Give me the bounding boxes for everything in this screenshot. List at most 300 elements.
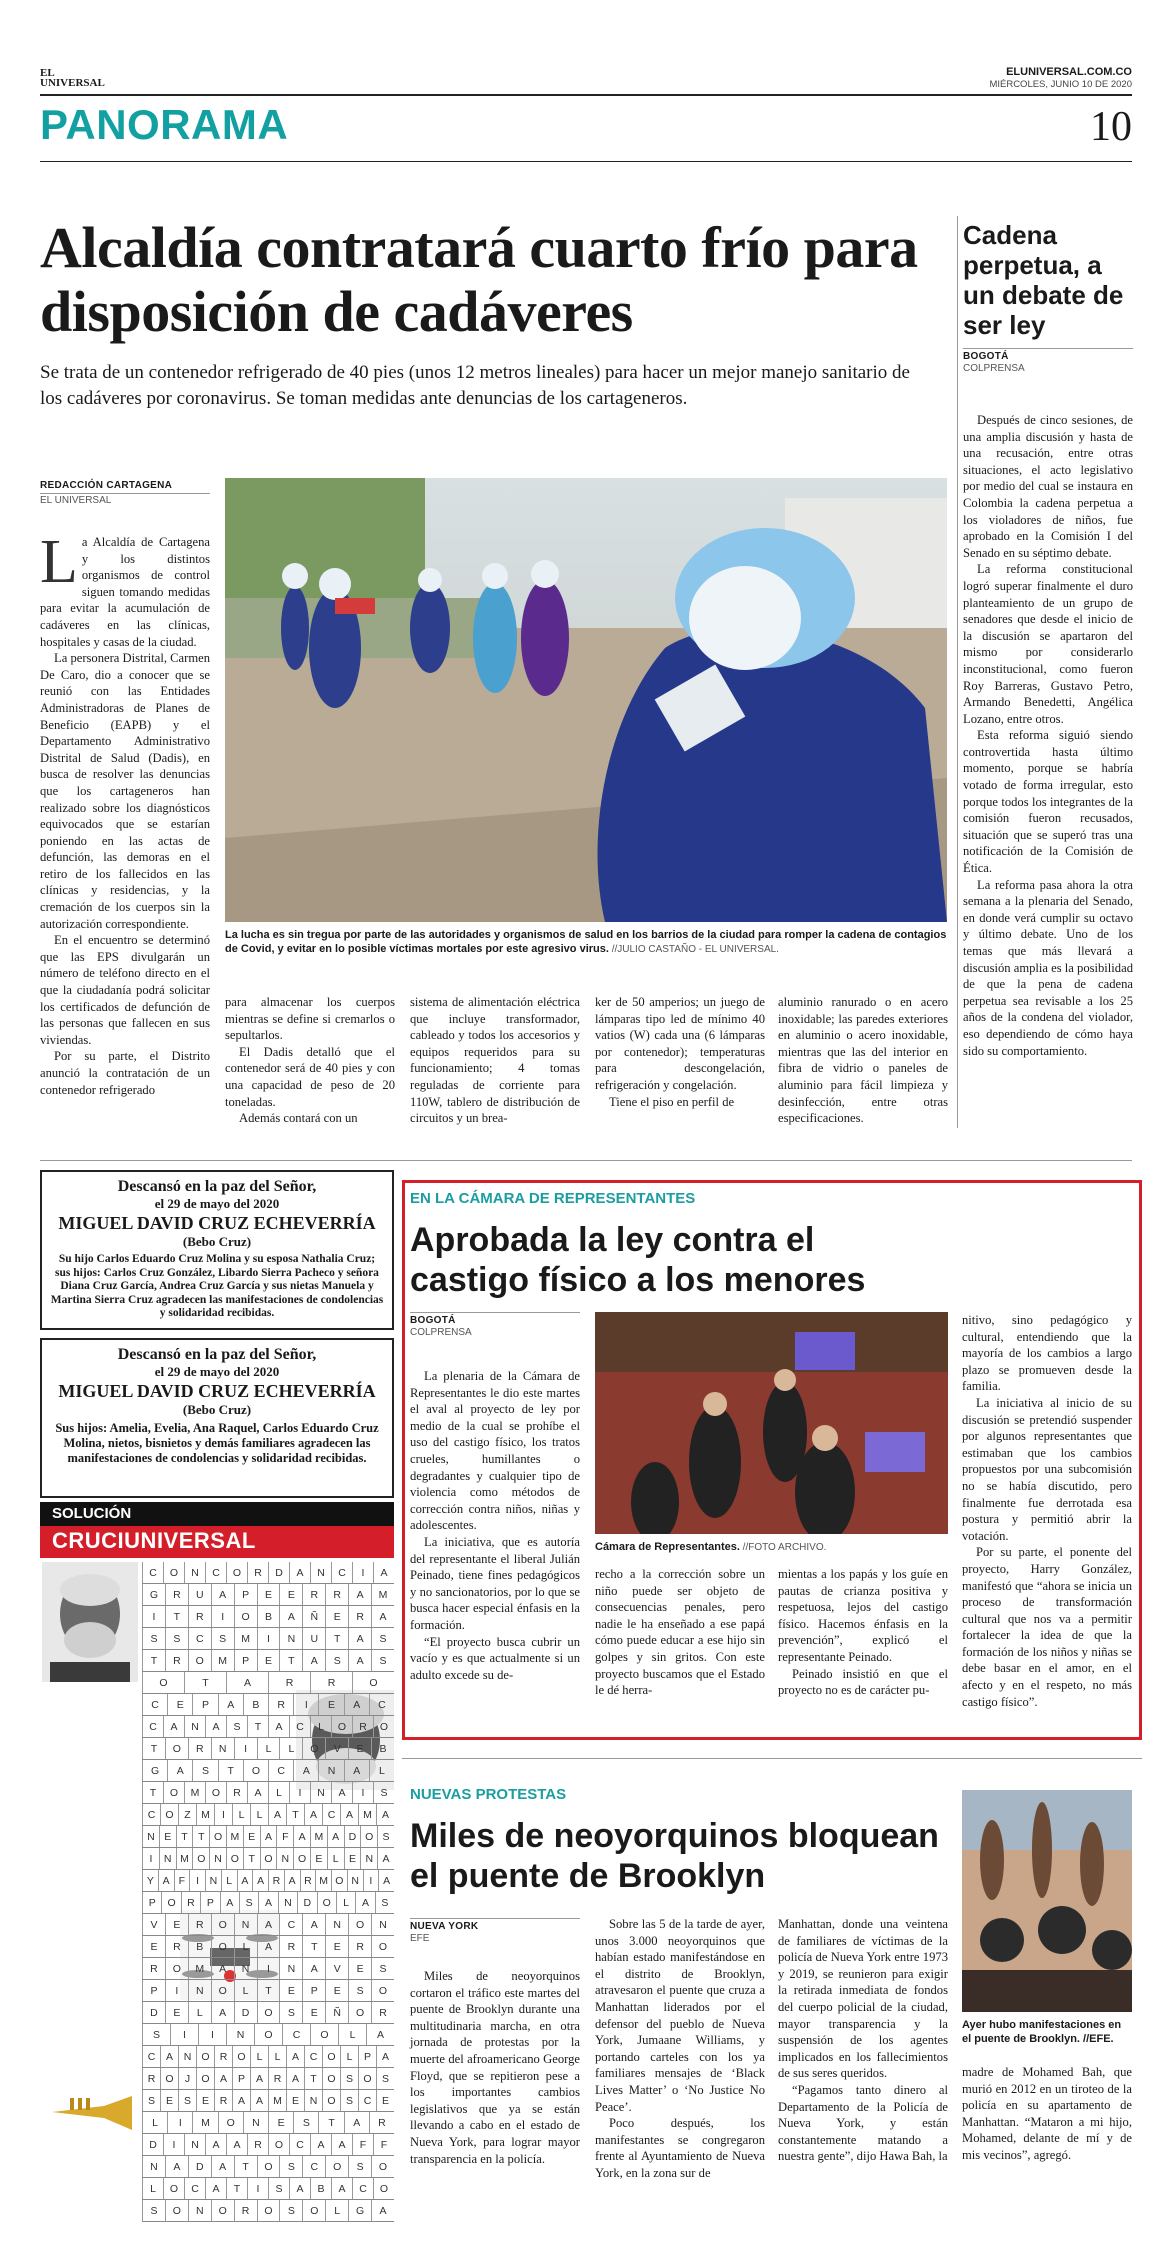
caption-credit: //FOTO ARCHIVO.: [739, 1542, 827, 1553]
crossword-cell: M: [315, 1870, 331, 1891]
crossword-cell: R: [234, 2200, 257, 2221]
crossword-cell: A: [218, 1694, 243, 1715]
crossword-cell: E: [257, 1650, 280, 1671]
crossword-cell: O: [322, 2090, 340, 2111]
crossword-cell: O: [211, 1980, 234, 2001]
crossword-cell: L: [310, 1716, 331, 1737]
crossword-cell: E: [159, 1826, 176, 1847]
crossword-cell: R: [268, 2068, 286, 2089]
camara-kicker: EN LA CÁMARA DE REPRESENTANTES: [410, 1190, 696, 1207]
paragraph: para almacenar los cuerpos mientras se define si cremarlos o sepultarlos.: [225, 995, 395, 1043]
crossword-cell: L: [188, 2002, 211, 2023]
crossword-cell: T: [325, 1628, 348, 1649]
obit-rest: Descansó en la paz del Señor,: [117, 1178, 317, 1195]
crossword-cell: A: [286, 2046, 304, 2067]
crossword-cell: O: [234, 1606, 257, 1627]
crossword-cell: M: [192, 2112, 217, 2133]
crossword-cell: A: [286, 2068, 304, 2089]
crossword-cell: C: [188, 1628, 211, 1649]
crossword-cell: M: [358, 1804, 376, 1825]
crossword-cell: R: [268, 1694, 293, 1715]
crossword-cell: O: [160, 1804, 178, 1825]
header-rule: [40, 94, 1132, 96]
crossword-cell: O: [348, 1914, 371, 1935]
crossword-cell: A: [331, 1782, 352, 1803]
crossword-cell: A: [331, 2134, 352, 2155]
crossword-cell: S: [279, 2002, 302, 2023]
crossword-cell: O: [254, 2024, 282, 2045]
crossword-cell: C: [302, 2156, 325, 2177]
crossword-cell: A: [167, 1760, 192, 1781]
crossword-cell: C: [279, 1914, 302, 1935]
crossword-cell: N: [159, 1848, 176, 1869]
crossword-cell: P: [192, 1694, 217, 1715]
crossword-cell: M: [310, 1826, 327, 1847]
byline-label: BOGOTÁ: [410, 1312, 580, 1326]
crossword-cell: A: [348, 1650, 371, 1671]
byline-source: COLPRENSA: [410, 1327, 472, 1338]
crossword-cell: O: [211, 2200, 234, 2221]
crossword-cell: M: [196, 1804, 214, 1825]
byline-source: COLPRENSA: [963, 363, 1025, 374]
crossword-cell: R: [214, 2046, 232, 2067]
byline-label: NUEVA YORK: [410, 1918, 580, 1932]
crossword-cell: O: [243, 1760, 268, 1781]
crossword-portrait-1: [42, 1562, 138, 1682]
page-number: 10: [1090, 104, 1132, 150]
byline-source: EFE: [410, 1933, 430, 1944]
crossword-cell: O: [165, 1958, 188, 1979]
crossword-cell: E: [325, 1936, 348, 1957]
crossword-cell: C: [205, 1562, 226, 1583]
crossword-cell: O: [352, 1672, 394, 1693]
crossword-cell: S: [268, 2178, 289, 2199]
crossword-cell: Ñ: [325, 2002, 348, 2023]
crossword-cell: I: [142, 1606, 165, 1627]
crossword-cell: O: [205, 1782, 226, 1803]
crossword-cell: C: [142, 1694, 167, 1715]
crossword-cell: R: [181, 1892, 200, 1913]
crossword-cell: S: [142, 2024, 170, 2045]
crossword-cell: U: [302, 1628, 325, 1649]
crossword-cell: N: [371, 1914, 394, 1935]
crossword-cell: A: [163, 1716, 184, 1737]
crossword-cell: E: [310, 1848, 327, 1869]
crossword-cell: O: [226, 1562, 247, 1583]
paragraph: La plenaria de la Cámara de Representantes le dio este martes el aval al proyecto de ley por medio de la cual se prohíbe el uso del castigo físico, los tratos crueles, humillantes o degradantes y cualquier tipo de violencia como métodos de corrección contra niños, niñas y adolescentes.: [410, 1369, 580, 1533]
crossword-cell: N: [360, 1848, 377, 1869]
crossword-cell: O: [188, 1650, 211, 1671]
main-photo: [225, 478, 947, 922]
crossword-cell: E: [344, 1848, 361, 1869]
crossword-cell: I: [170, 2024, 198, 2045]
crossword-cell: O: [211, 1936, 234, 1957]
crossword-row: [142, 1804, 394, 1826]
crossword-row: [142, 1936, 394, 1958]
crossword-row: [142, 1870, 394, 1892]
crossword-cell: G: [142, 1760, 167, 1781]
crossword-row: [142, 1892, 394, 1914]
crossword-cell: F: [352, 2134, 373, 2155]
crossword-cell: L: [268, 2046, 286, 2067]
crossword-cell: A: [289, 2178, 310, 2199]
crossword-cell: C: [268, 1760, 293, 1781]
crossword-cell: R: [268, 1672, 310, 1693]
crossword-row: [142, 1958, 394, 1980]
crossword-cell: A: [344, 2112, 369, 2133]
crossword-cell: I: [234, 1738, 257, 1759]
crossword-cell: N: [310, 1562, 331, 1583]
crossword-cell: T: [257, 1980, 280, 2001]
crossword-cell: R: [310, 1672, 352, 1693]
crossword-cell: A: [205, 2134, 226, 2155]
crossword-cell: N: [188, 2200, 211, 2221]
crossword-cell: N: [318, 1760, 343, 1781]
crossword-cell: O: [302, 2200, 325, 2221]
crossword-title: CRUCIUNIVERSAL: [40, 1526, 394, 1558]
crossword-cell: O: [165, 1738, 188, 1759]
crossword-cell: E: [279, 1980, 302, 2001]
crossword-cell: R: [142, 2068, 160, 2089]
crossword-cell: A: [252, 1870, 268, 1891]
crossword-cell: N: [310, 1782, 331, 1803]
crossword-cell: A: [373, 1562, 394, 1583]
crossword-cell: A: [366, 2024, 394, 2045]
crossword-row: [142, 1716, 394, 1738]
crossword-cell: M: [371, 1584, 394, 1605]
masthead-logo[interactable]: EL UNIVERSAL: [40, 67, 105, 89]
crossword-cell: S: [279, 2156, 302, 2177]
crossword-cell: I: [214, 1804, 232, 1825]
crossword-cell: O: [142, 1672, 184, 1693]
crossword-row: [142, 2024, 394, 2046]
crossword-cell: A: [158, 1870, 174, 1891]
crossword-cell: T: [304, 2068, 322, 2089]
paragraph: La personera Distrital, Carmen De Caro, dio a conocer que se reunió con las Entidades Administradoras de Planes de Beneficio (EAPB) y el Departamento Administrativo Distrital de Salud (Dadis), en busca de resolver las denuncias que los cartageneros han realizado sobre los diagnósticos equivocados que se estarían poniendo en las actas de defunción, las demoras en el retiro de los fallecidos en las clínicas y residencias, y la cremación de los cuerpos sin la autorización correspondiente.: [40, 651, 210, 931]
crossword-cell: N: [184, 1716, 205, 1737]
crossword-cell: A: [160, 2046, 178, 2067]
crossword-cell: I: [352, 1782, 373, 1803]
crossword-cell: A: [340, 1804, 358, 1825]
crossword-cell: L: [268, 1782, 289, 1803]
crossword-cell: O: [373, 1716, 394, 1737]
crossword-cell: P: [234, 1584, 257, 1605]
crossword-cell: N: [276, 1848, 293, 1869]
crossword-cell: M: [184, 1782, 205, 1803]
crossword-cell: S: [373, 1782, 394, 1803]
crossword-cell: O: [232, 2046, 250, 2067]
crossword-cell: N: [279, 1958, 302, 1979]
crossword-cell: Y: [142, 1870, 158, 1891]
crossword-cell: T: [184, 1672, 226, 1693]
crossword-cell: L: [142, 2112, 167, 2133]
crossword-row: [142, 2200, 394, 2222]
crossword-cell: R: [268, 1870, 284, 1891]
paragraph: La iniciativa, que es autoría del representante el liberal Julián Peinado, tiene fines pedagógicos y no sancionatorios, por lo que se busca hacer especial énfasis en la formación.: [410, 1534, 580, 1632]
crossword-cell: N: [184, 2134, 205, 2155]
crossword-cell: L: [142, 2178, 163, 2199]
crossword-cell: E: [196, 2090, 214, 2111]
crossword-cell: O: [257, 2156, 280, 2177]
paragraph: En el encuentro se determinó que las EPS divulgarán un número de teléfono directo en el que la ciudadanía podrá solicitar los certificados de defunción de las personas que fallecen en sus viviendas.: [40, 933, 210, 1047]
crossword-row: [142, 1760, 394, 1782]
crossword-cell: A: [293, 1826, 310, 1847]
crossword-cell: E: [160, 2090, 178, 2111]
crossword-cell: A: [205, 1716, 226, 1737]
crossword-cell: A: [310, 2134, 331, 2155]
crossword-cell: I: [142, 1848, 159, 1869]
crossword-cell: E: [325, 1980, 348, 2001]
crossword-cell: T: [318, 2112, 343, 2133]
main-deck: Se trata de un contenedor refrigerado de 40 pies (unos 12 metros lineales) para hacer un mejor manejo sanitario de los cadáveres por coronavirus. Se toman medidas ante denuncias de los cartageneros.: [40, 362, 910, 409]
crossword-cell: N: [234, 1958, 257, 1979]
crossword-cell: V: [325, 1738, 348, 1759]
obit-rest: Descansó en la paz del Señor,: [117, 1346, 317, 1363]
crossword-cell: A: [232, 2090, 250, 2111]
crossword-cell: O: [260, 1848, 277, 1869]
crossword-cell: F: [373, 2134, 394, 2155]
crossword-cell: A: [302, 1914, 325, 1935]
crossword-cell: O: [226, 1848, 243, 1869]
main-headline: Alcaldía contratará cuarto frío para disposición de cadáveres: [40, 215, 918, 344]
crossword-cell: Ñ: [302, 1606, 325, 1627]
crossword-cell: N: [243, 2112, 268, 2133]
crossword-cell: O: [371, 2156, 394, 2177]
crossword-cell: P: [232, 2068, 250, 2089]
crossword-cell: O: [163, 1782, 184, 1803]
crossword-cell: A: [371, 1606, 394, 1627]
obit-name: MIGUEL DAVID CRUZ ECHEVERRÍA: [58, 1381, 376, 1401]
paragraph: “Pagamos tanto dinero al Departamento de la Policía de Nueva York, y están constantemente matando a nuestra gente”, dijo Hawa Bah, la: [778, 2082, 948, 2164]
crossword-cell: T: [176, 1826, 193, 1847]
crossword-cell: D: [268, 1562, 289, 1583]
crossword-row: [142, 1914, 394, 1936]
paragraph: Miles de neoyorquinos cortaron el tráfico este martes del puente de Brooklyn durante una multitudinaria marcha, en otra jornada de protestas por la muerte del afroamericano George Floyd, que se repitieron pese a los importantes cambios legislativos que ya se están llevando a cabo en el estado de Nueva York, para lograr mayor transparencia en la policía.: [410, 1969, 580, 2166]
obituary-1: [40, 1170, 394, 1330]
crossword-cell: R: [300, 1870, 316, 1891]
crossword-cell: O: [348, 2002, 371, 2023]
obit-name: MIGUEL DAVID CRUZ ECHEVERRÍA: [58, 1213, 376, 1233]
crossword-cell: D: [188, 2156, 211, 2177]
crossword-cell: T: [226, 2178, 247, 2199]
paragraph: Además contará con un: [239, 1111, 358, 1126]
crossword-cell: I: [363, 1870, 379, 1891]
crossword-solution-label: SOLUCIÓN: [40, 1502, 394, 1526]
crossword-cell: O: [211, 1914, 234, 1935]
crossword-cell: E: [348, 1958, 371, 1979]
crossword-cell: A: [284, 1870, 300, 1891]
crossword-cell: O: [360, 1826, 377, 1847]
crossword-cell: F: [276, 1826, 293, 1847]
crossword-cell: E: [268, 2112, 293, 2133]
crossword-cell: L: [221, 1870, 237, 1891]
crossword-cell: A: [268, 1716, 289, 1737]
crossword-cell: I: [257, 1628, 280, 1649]
crossword-cell: N: [279, 1628, 302, 1649]
crossword-cell: E: [286, 2090, 304, 2111]
crossword-cell: D: [142, 2002, 165, 2023]
crossword-cell: E: [376, 2090, 394, 2111]
paragraph: madre de Mohamed Bah, que murió en 2012 en un tiroteo de la policía en su apartamento de Manhattan. “Mataron a mi hijo, Mohamed, delante de mí y de mis vecinos”, agregó.: [962, 2065, 1132, 2162]
crossword-cell: R: [371, 2002, 394, 2023]
crossword-cell: P: [142, 1980, 165, 2001]
crossword-cell: N: [304, 2090, 322, 2111]
crossword-cell: O: [358, 2068, 376, 2089]
crossword-cell: C: [289, 2134, 310, 2155]
crossword-cell: O: [196, 2046, 214, 2067]
crossword-cell: O: [163, 2178, 184, 2199]
byline-source: EL UNIVERSAL: [40, 495, 112, 506]
crossword-cell: A: [211, 1958, 234, 1979]
main-column-3: [410, 994, 580, 1127]
crossword-cell: A: [331, 2178, 352, 2199]
crossword-cell: A: [257, 1936, 280, 1957]
crossword-cell: S: [211, 1628, 234, 1649]
crossword-cell: C: [142, 1804, 160, 1825]
paragraph: “El proyecto busca cubrir un vacío y es que actualmente si un adulto excede su de-: [410, 1634, 580, 1682]
crossword-cell: O: [161, 1892, 180, 1913]
crossword-cell: S: [340, 2090, 358, 2111]
crossword-cell: A: [226, 2134, 247, 2155]
crossword-cell: A: [226, 1672, 268, 1693]
crossword-cell: R: [325, 1584, 348, 1605]
crossword-cell: I: [352, 1562, 373, 1583]
obit-text: Su hijo Carlos Eduardo Cruz Molina y su esposa Nathalia Cruz; sus hijos: Carlos Cruz González, Libardo Sierra Pacheco y señora Diana Cruz García, Andrea Cruz García y sus nietas Manuela y Martina Sierra Cruz agradecen las manifestaciones de condolencias y solidaridad recibidas.: [50, 1253, 384, 1319]
crossword-cell: U: [188, 1584, 211, 1605]
crossword-cell: T: [279, 1650, 302, 1671]
crossword-cell: T: [142, 1782, 163, 1803]
crossword-cell: C: [331, 1562, 352, 1583]
crossword-cell: T: [218, 1760, 243, 1781]
crossword-cell: S: [293, 2112, 318, 2133]
obit-alias: (Bebo Cruz): [182, 1234, 252, 1249]
crossword-cell: A: [268, 1804, 286, 1825]
paragraph: El Dadis detalló que el contenedor será de 40 pies y con una capacidad de peso de 20 toneladas.: [225, 1044, 395, 1109]
crossword-cell: T: [302, 1936, 325, 1957]
paragraph: La reforma pasa ahora la otra semana a la plenaria del Senado, en donde verá cumplir su octavo y último debate. Uno de los temas que más llevará a discusión amplia es la posibilidad de que la pena de cadena perpetua sea revisable a los 25 años de la condena del violador, eso dependiendo de cómo haya sido su comportamiento.: [963, 877, 1133, 1058]
crossword-cell: C: [142, 1716, 163, 1737]
protestas-photo: [962, 1790, 1132, 2012]
crossword-cell: A: [371, 2200, 394, 2221]
crossword-cell: O: [317, 1892, 336, 1913]
crossword-cell: I: [211, 1606, 234, 1627]
paragraph: a Alcaldía de Cartagena y los distintos organismos de control siguen tomando medidas para evitar la acumulación de cadáveres en las clínicas, hospitales y casas de la ciudad.: [40, 535, 210, 649]
crossword-cell: L: [250, 1804, 268, 1825]
crossword-cell: I: [247, 2178, 268, 2199]
paragraph: nitivo, sino pedagógico y cultural, entendiendo que la mayoría de los cambios a largo plazo se promueven desde la familia.: [962, 1313, 1132, 1394]
crossword-cell: A: [377, 1848, 394, 1869]
crossword-cell: E: [167, 1694, 192, 1715]
paragraph: Sobre las 5 de la tarde de ayer, unos 3.000 neoyorquinos que habían estado manifestándose en el distrito de Brooklyn, atravesaron el puente que cruza a Manhattan liderados por el defensor del pueblo de Nueva York, Jumaane Williams, y portando carteles con los ya familiares mensajes de ‘Black Lives Matter’ o ‘No Justice No Peace’.: [595, 1917, 765, 2114]
crossword-cell: L: [369, 1760, 394, 1781]
crossword-cell: A: [289, 1562, 310, 1583]
main-column-5: [778, 994, 948, 1127]
protestas-kicker: NUEVAS PROTESTAS: [410, 1786, 567, 1803]
crossword-cell: R: [279, 1936, 302, 1957]
crossword-cell: A: [205, 2178, 226, 2199]
crossword-cell: B: [188, 1936, 211, 1957]
crossword-cell: S: [348, 1980, 371, 2001]
crossword-cell: T: [142, 1650, 165, 1671]
crossword-cell: M: [226, 1826, 243, 1847]
main-column-1: [40, 528, 210, 1098]
crossword-cell: L: [234, 1936, 257, 1957]
crossword-row: [142, 2046, 394, 2068]
crossword-cell: N: [226, 2024, 254, 2045]
crossword-row: [142, 1694, 394, 1716]
camara-column-4: [962, 1312, 1132, 1710]
sidebar-divider: [957, 216, 958, 1128]
protestas-byline: [410, 1918, 580, 1944]
byline-label: REDACCIÓN CARTAGENA: [40, 480, 210, 494]
crossword-cell: P: [234, 1650, 257, 1671]
crossword-cell: A: [344, 1694, 369, 1715]
crossword-cell: N: [184, 1562, 205, 1583]
crossword-row: [142, 2090, 394, 2112]
crossword-cell: F: [174, 1870, 190, 1891]
crossword-row: [142, 1584, 394, 1606]
crossword-cell: O: [331, 1870, 347, 1891]
crossword-cell: O: [371, 1980, 394, 2001]
crossword-row: [142, 2068, 394, 2090]
caption-text: La lucha es sin tregua por parte de las autoridades y organismos de salud en los barrios de la ciudad para romper la cadena de contagios de Covid, y evitar en lo posible víctimas mortales por este agresivo virus.: [225, 929, 947, 955]
paragraph: Poco después, los manifestantes se congregaron frente al Ayuntamiento de Nueva York, en la zona sur de: [595, 2116, 765, 2180]
obituary-2: [40, 1338, 394, 1498]
crossword-cell: S: [142, 2200, 165, 2221]
crossword-cell: N: [142, 1826, 159, 1847]
crossword-row: [142, 1650, 394, 1672]
crossword-cell: S: [371, 1628, 394, 1649]
crossword-cell: S: [142, 2090, 160, 2111]
crossword-cell: E: [243, 1826, 260, 1847]
crossword-cell: R: [188, 1606, 211, 1627]
byline-label: BOGOTÁ: [963, 348, 1133, 362]
crossword-cell: A: [355, 1892, 374, 1913]
protestas-column-1: [410, 1968, 580, 2167]
crossword-cell: M: [188, 1958, 211, 1979]
crossword-cell: O: [163, 1562, 184, 1583]
paragraph: Peinado insistió en que el proyecto no es de carácter pu-: [778, 1666, 948, 1698]
crossword-cell: E: [142, 1936, 165, 1957]
crossword-cell: I: [163, 2134, 184, 2155]
crossword-cell: A: [304, 1804, 322, 1825]
site-url[interactable]: ELUNIVERSAL.COM.CO: [1006, 66, 1132, 78]
crossword-cell: R: [348, 1936, 371, 1957]
crossword-cell: B: [243, 1694, 268, 1715]
crossword-cell: E: [325, 1606, 348, 1627]
crossword-rows: [142, 1562, 394, 2222]
obit-text: Sus hijos: Amelia, Evelia, Ana Raquel, Carlos Eduardo Cruz Molina, nietos, bisnietos y demás familiares agradecen las manifestaciones de condolencias y solidaridad recibidas.: [55, 1421, 379, 1465]
paragraph: Después de cinco sesiones, de una amplia discusión y hasta de una recusación, entre otras situaciones, el acto legislativo por medio del cual se instaura en Colombia la cadena perpetua a los violadores de niños, fue aprobado en la Comisión I del Senado en su séptimo debate.: [963, 413, 1133, 560]
crossword-cell: N: [278, 1892, 297, 1913]
crossword-cell: A: [247, 1782, 268, 1803]
paragraph: aluminio ranurado o en acero inoxidable; las paredes exteriores en aluminio o acero inoxidable, mientras que las del interior en fibra de vidrio o paneles de aluminio para fácil limpieza y desinfección, entre otras especificaciones.: [778, 995, 948, 1126]
crossword-cell: C: [304, 2046, 322, 2067]
crossword-cell: A: [302, 1650, 325, 1671]
crossword-cell: A: [376, 2046, 394, 2067]
crossword-cell: A: [344, 1760, 369, 1781]
crossword-cell: S: [371, 1650, 394, 1671]
protestas-column-4: [962, 2064, 1132, 2164]
obit-date: el 29 de mayo del 2020: [154, 1196, 280, 1211]
protestas-column-2: [595, 1916, 765, 2182]
crossword-cell: R: [247, 1562, 268, 1583]
crossword-cell: A: [258, 1892, 277, 1913]
crossword-cell: R: [188, 1738, 211, 1759]
crossword-cell: D: [344, 1826, 361, 1847]
crossword-cell: O: [322, 2068, 340, 2089]
crossword-cell: O: [160, 2068, 178, 2089]
